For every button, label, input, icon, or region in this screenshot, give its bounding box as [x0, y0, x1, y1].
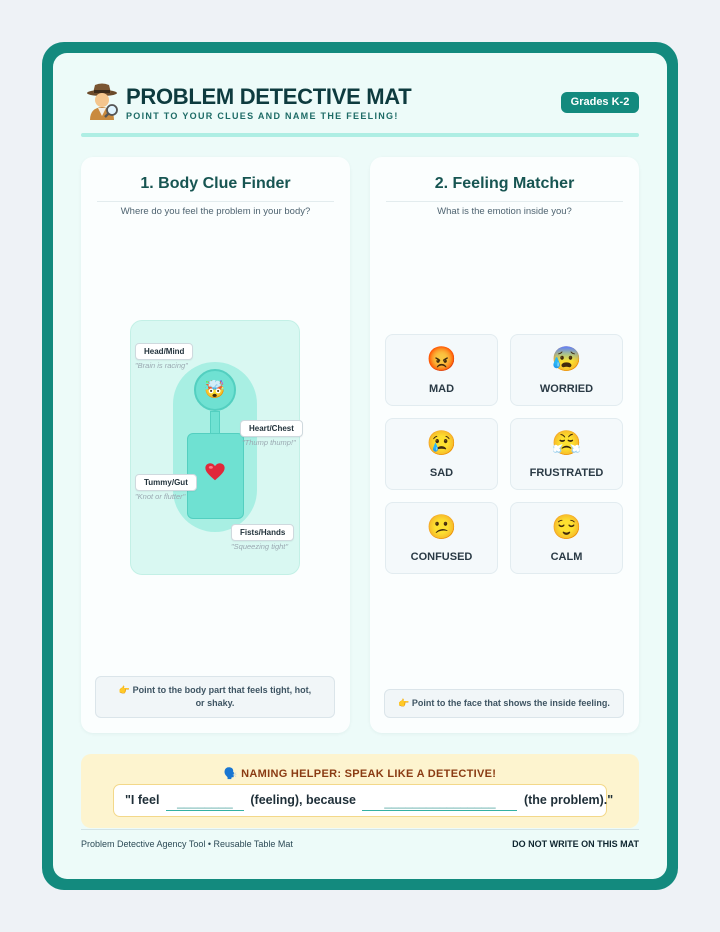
feeling-blank[interactable]: ________	[166, 791, 244, 811]
feeling-label: WORRIED	[539, 383, 594, 395]
feeling-matcher-title: 2. Feeling Matcher	[434, 175, 575, 192]
naming-helper-title: 🗣️ NAMING HELPER: SPEAK LIKE A DETECTIVE!	[223, 768, 497, 780]
feeling-label: SAD	[429, 467, 454, 479]
relieved-face-icon: 😌	[551, 514, 582, 541]
feeling-card-sad[interactable]	[385, 418, 498, 490]
note-head-mind: "Brain is racing"	[135, 361, 188, 370]
feeling-card-frustrated[interactable]	[510, 418, 623, 490]
heart-icon	[204, 461, 226, 483]
grade-badge: Grades K-2	[561, 92, 639, 113]
page-subtitle: POINT TO YOUR CLUES AND NAME THE FEELING!	[126, 111, 399, 121]
feeling-label: MAD	[428, 383, 455, 395]
panel-divider	[386, 201, 623, 202]
angry-face-icon: 😡	[426, 346, 457, 373]
footer-divider	[81, 829, 639, 830]
feeling-matcher-panel	[370, 157, 639, 733]
sentence-start: "I feel	[125, 793, 160, 807]
footer-tool-name: Problem Detective Agency Tool • Reusable Table Mat	[81, 839, 293, 849]
exploding-head-icon[interactable]: 🤯	[194, 369, 236, 411]
body-finder-prompt: Where do you feel the problem in your body?	[120, 206, 311, 217]
sentence-middle: (feeling), because	[250, 793, 356, 807]
problem-blank[interactable]: ________________	[362, 791, 517, 811]
label-fists-hands[interactable]: Fists/Hands	[231, 524, 294, 541]
body-neck	[210, 411, 220, 435]
feeling-card-worried[interactable]	[510, 334, 623, 406]
feeling-card-calm[interactable]	[510, 502, 623, 574]
label-head-mind[interactable]: Head/Mind	[135, 343, 193, 360]
detective-icon	[84, 82, 120, 120]
sentence-frame	[113, 784, 614, 817]
feeling-label: FRUSTRATED	[529, 467, 604, 479]
feeling-card-mad[interactable]	[385, 334, 498, 406]
page-title: PROBLEM DETECTIVE MAT	[126, 84, 412, 109]
feeling-matcher-tip: 👉 Point to the face that shows the inside feeling.	[384, 689, 624, 718]
feeling-label: CONFUSED	[410, 551, 473, 563]
note-heart-chest: "Thump thump!"	[242, 438, 296, 447]
confused-face-icon: 😕	[426, 514, 457, 541]
feeling-matcher-prompt: What is the emotion inside you?	[437, 206, 572, 217]
body-finder-title: 1. Body Clue Finder	[140, 175, 291, 192]
label-heart-chest[interactable]: Heart/Chest	[240, 420, 303, 437]
label-tummy-gut[interactable]: Tummy/Gut	[135, 474, 197, 491]
sentence-end: (the problem)."	[523, 793, 614, 807]
note-tummy-gut: "Knot or flutter"	[135, 492, 186, 501]
anxious-face-icon: 😰	[551, 346, 582, 373]
header-divider	[81, 133, 639, 137]
body-clue-finder-panel	[81, 157, 350, 733]
footer-warning: DO NOT WRITE ON THIS MAT	[512, 839, 639, 849]
feeling-card-confused[interactable]	[385, 502, 498, 574]
naming-helper	[81, 754, 639, 828]
feeling-label: CALM	[550, 551, 583, 563]
note-fists-hands: "Squeezing tight"	[231, 542, 289, 551]
steam-face-icon: 😤	[551, 430, 582, 457]
panel-divider	[97, 201, 334, 202]
crying-face-icon: 😢	[426, 430, 457, 457]
body-finder-tip: 👉 Point to the body part that feels tight, hot, or shaky.	[95, 676, 335, 718]
